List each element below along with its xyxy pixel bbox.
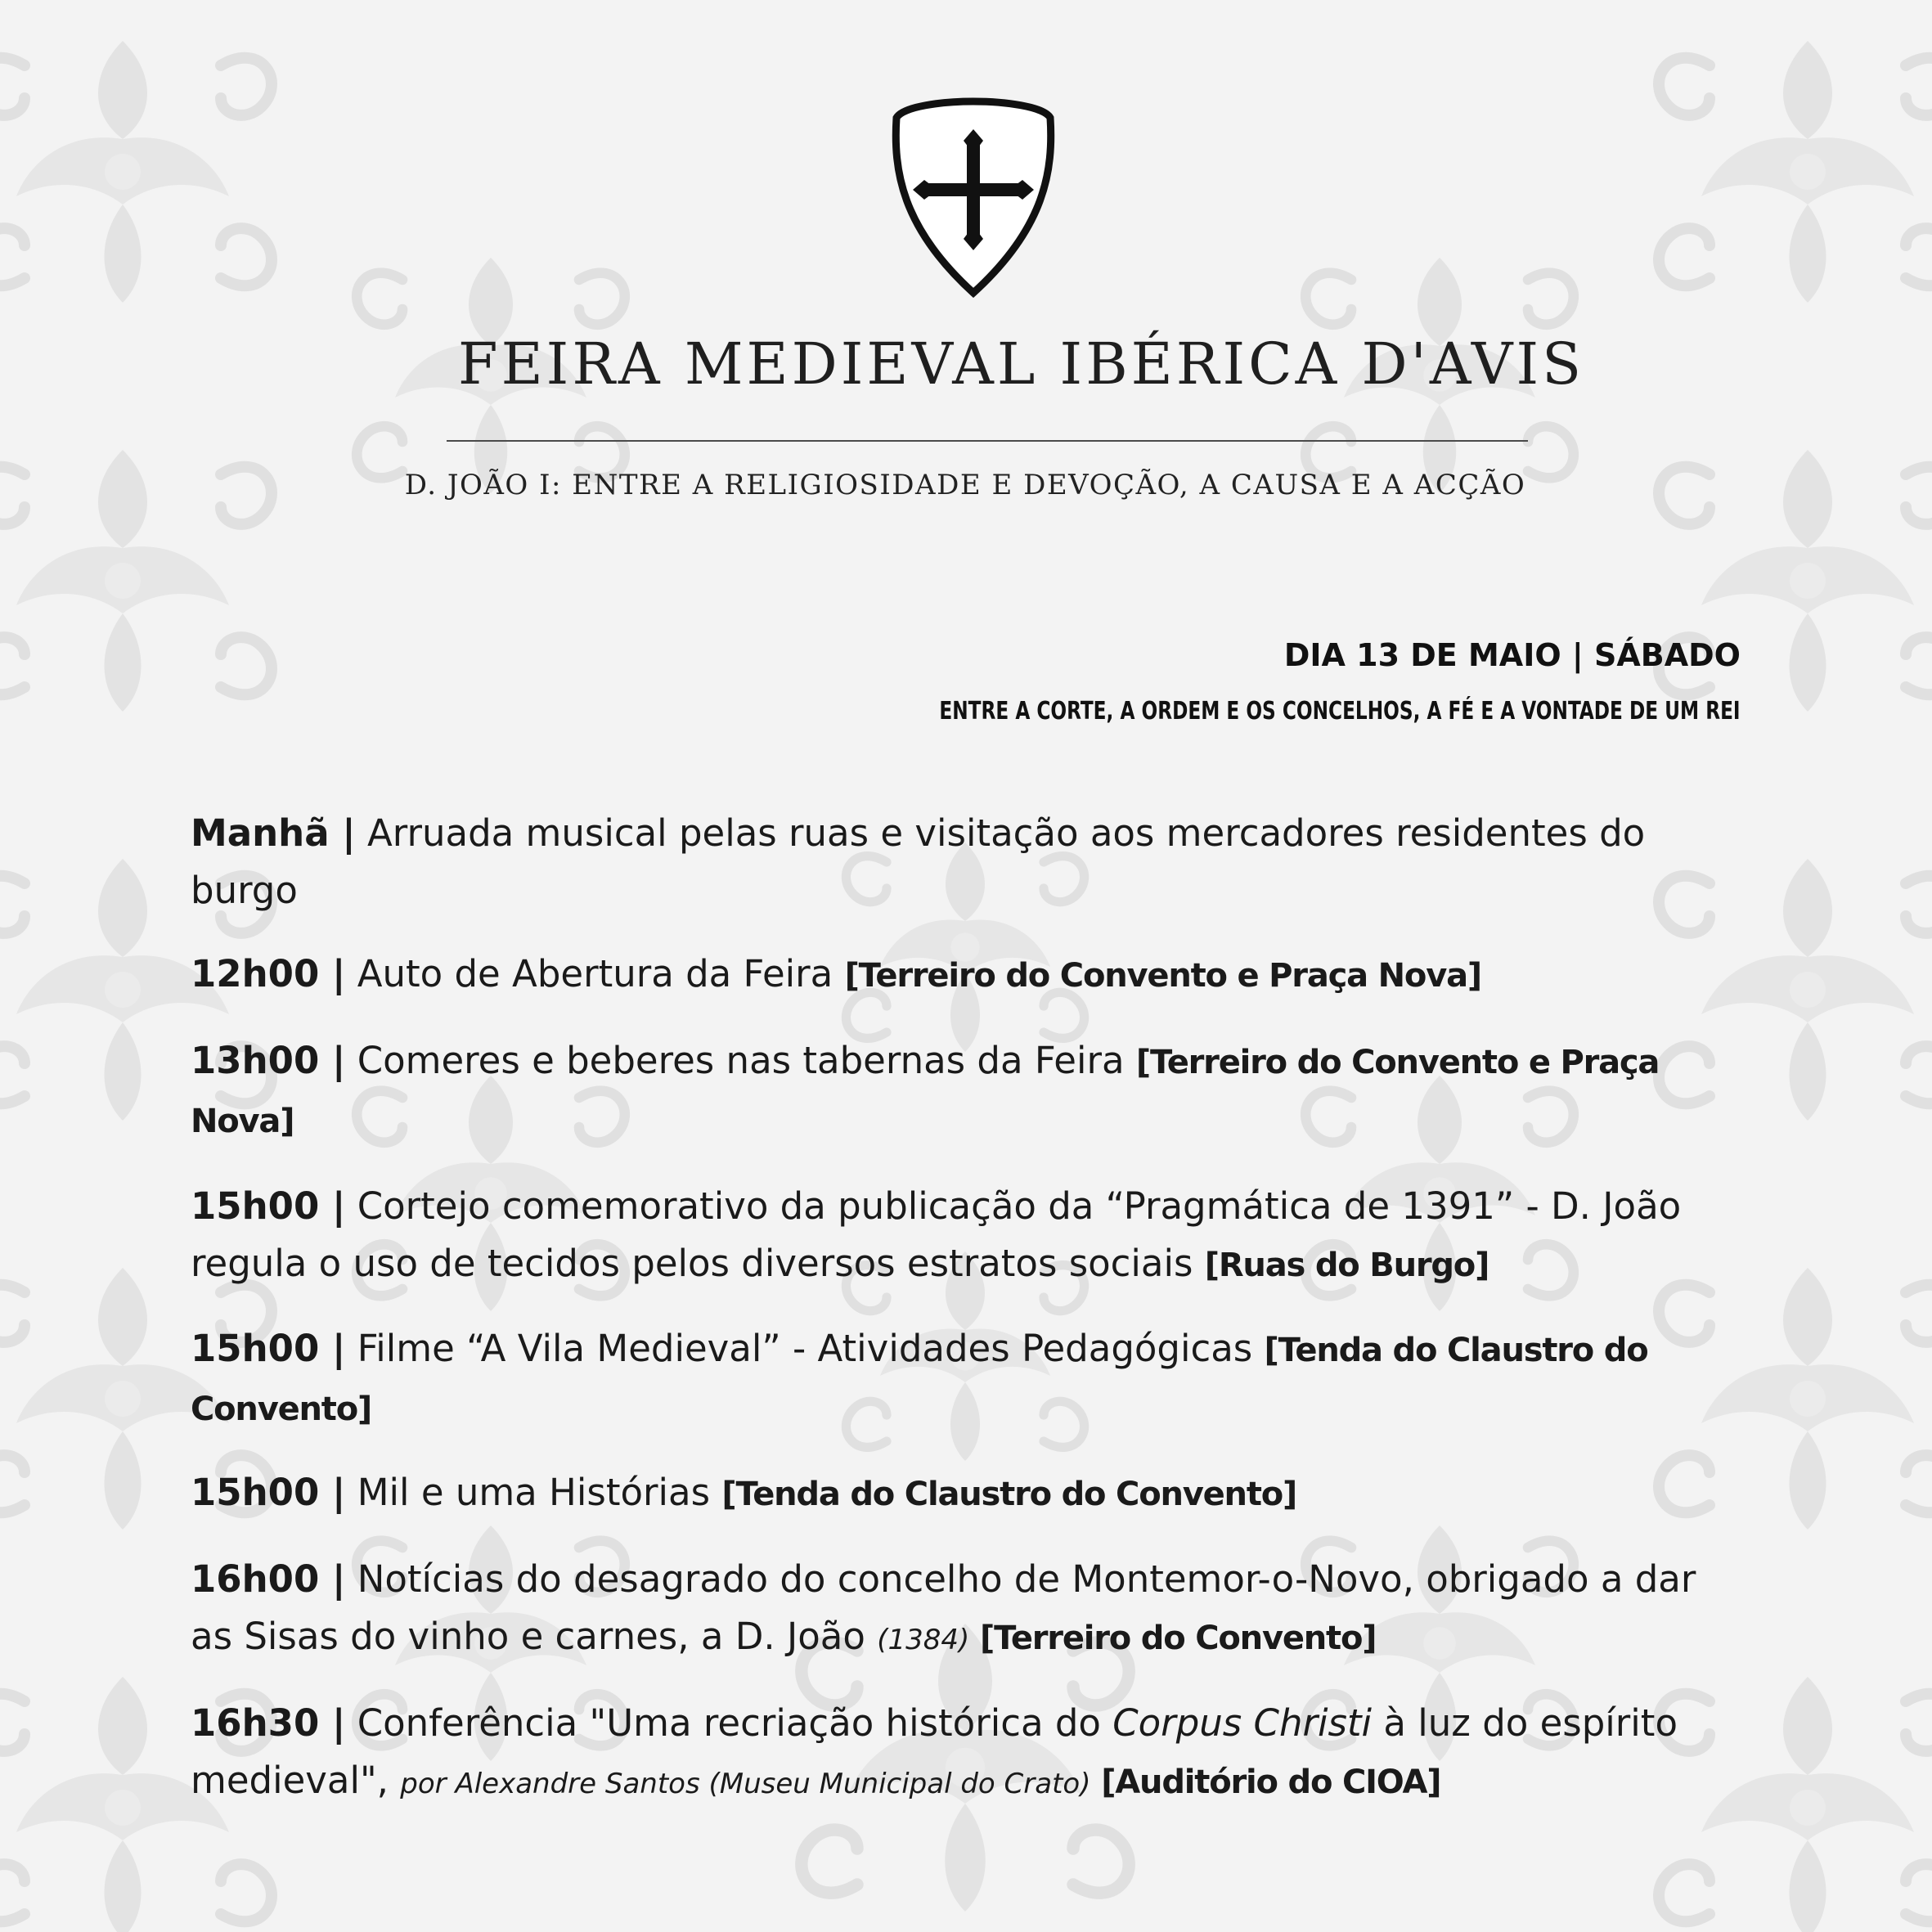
day-heading: DIA 13 DE MAIO | SÁBADO xyxy=(1283,637,1741,673)
schedule-time: 13h00 | xyxy=(191,1039,346,1082)
schedule-location: [Terreiro do Convento e Praça Nova] xyxy=(844,957,1481,995)
schedule-description: Conferência "Uma recriação histórica do xyxy=(345,1701,1113,1745)
schedule-item xyxy=(191,1032,1741,1150)
divider xyxy=(447,440,1528,442)
schedule-location: [Auditório do CIOA] xyxy=(1090,1764,1441,1801)
schedule-item xyxy=(191,1464,1741,1523)
schedule-location: [Terreiro do Convento e Praça Nova] xyxy=(191,1044,1660,1140)
schedule-location: [Terreiro do Convento] xyxy=(969,1620,1377,1657)
event-subtitle: D. JOÃO I: ENTRE A RELIGIOSIDADE E DEVOÇÃO, A CAUSA E A ACÇÃO xyxy=(404,469,1526,501)
schedule-location: [Ruas do Burgo] xyxy=(1204,1247,1489,1284)
schedule-description: Arruada musical pelas ruas e visitação aos mercadores residentes do burgo xyxy=(191,811,1646,912)
schedule-item xyxy=(191,805,1741,919)
event-title: FEIRA MEDIEVAL IBÉRICA D'AVIS xyxy=(458,330,1585,398)
schedule-item xyxy=(191,1178,1741,1294)
schedule-description: Mil e uma Histórias xyxy=(345,1471,722,1514)
shield-cross-icon xyxy=(890,97,1057,298)
schedule-time: 16h00 | xyxy=(191,1557,346,1601)
schedule-description: Notícias do desagrado do concelho de Montemor-o-Novo, obrigado a dar as Sisas do vinho e carnes, a D. João xyxy=(191,1557,1696,1658)
schedule-location: [Tenda do Claustro do Convento] xyxy=(191,1332,1648,1428)
schedule-description: Cortejo comemorativo da publicação da “Pragmática de 1391” - D. João regula o uso de tecidos pelos diversos estratos sociais xyxy=(191,1184,1682,1285)
schedule-time: 16h30 | xyxy=(191,1701,346,1745)
schedule-note: por Alexandre Santos (Museu Municipal do Crato) xyxy=(400,1768,1091,1800)
schedule-time: Manhã | xyxy=(191,811,356,855)
day-theme: ENTRE A CORTE, A ORDEM E OS CONCELHOS, A FÉ E A VONTADE DE UM REI xyxy=(939,697,1741,726)
schedule-time: 12h00 | xyxy=(191,952,346,995)
schedule-note: (1384) xyxy=(877,1624,970,1656)
schedule-description: Auto de Abertura da Feira xyxy=(345,952,845,995)
schedule-time: 15h00 | xyxy=(191,1327,346,1370)
schedule-item xyxy=(191,1320,1741,1438)
schedule-item xyxy=(191,1695,1741,1813)
schedule-description: Comeres e beberes nas tabernas da Feira xyxy=(345,1039,1136,1082)
schedule-time: 15h00 | xyxy=(191,1184,346,1228)
schedule-location: [Tenda do Claustro do Convento] xyxy=(721,1476,1297,1513)
schedule-item xyxy=(191,1551,1741,1669)
schedule-italic-term: Corpus Christi xyxy=(1112,1701,1373,1745)
schedule-list xyxy=(191,805,1745,1813)
schedule-description: Filme “A Vila Medieval” - Atividades Pedagógicas xyxy=(345,1327,1265,1370)
schedule-description-cont: à luz do espírito medieval", xyxy=(191,1701,1678,1802)
schedule-time: 15h00 | xyxy=(191,1471,346,1514)
schedule-item xyxy=(191,946,1741,1004)
